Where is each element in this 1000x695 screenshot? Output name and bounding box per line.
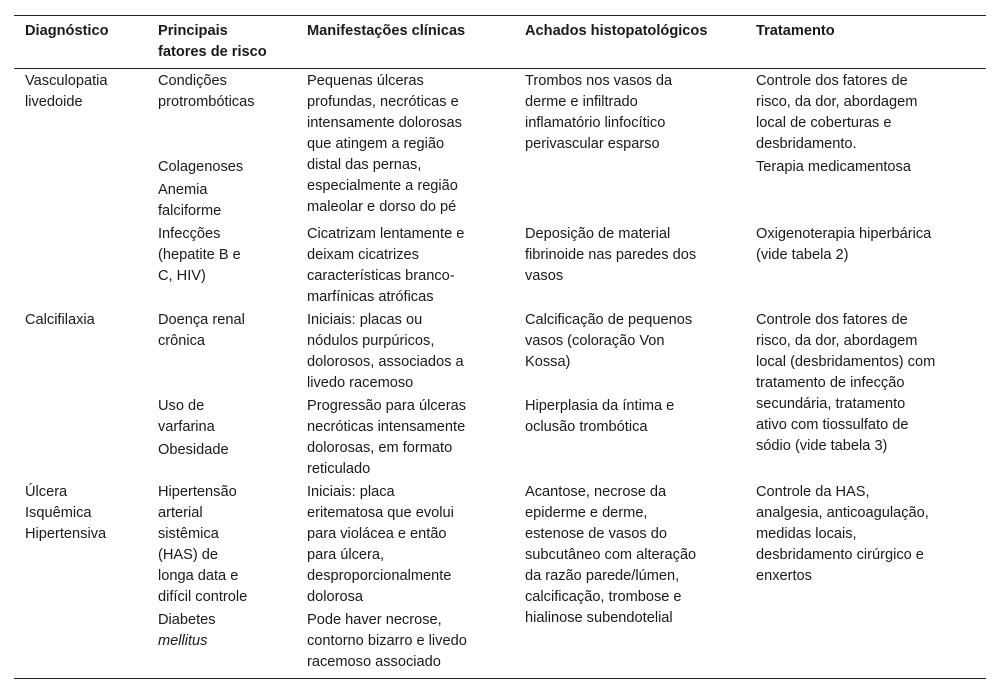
vasc-risk-colagenoses: Colagenoses xyxy=(158,159,244,175)
calc-clinical-2: Progressão para úlceras necróticas intensamente dolorosas, em formato reticulado xyxy=(307,398,466,477)
header-diagnostico: Diagnóstico xyxy=(25,23,109,39)
vasc-histo-1: Trombos nos vasos da derme e infiltrado inflamatório linfocítico perivascular esparso xyxy=(525,73,673,152)
vasc-diagnosis: Vasculopatia livedoide xyxy=(25,73,108,110)
header-bottom-rule xyxy=(14,68,986,69)
ulc-histo: Acantose, necrose da epiderme e derme, estenose de vasos do subcutâneo com alteração da razão parede/lúmen, calcificação, trombose e hialinose subendotelial xyxy=(525,484,697,626)
ulc-risk-has: Hipertensão arterial sistêmica (HAS) de longa data e difícil controle xyxy=(158,484,248,605)
vasc-risk-anemia: Anemia falciforme xyxy=(158,182,222,219)
vasc-treatment-1: Controle dos fatores de risco, da dor, abordagem local de coberturas e desbridamento. xyxy=(756,73,918,152)
vasc-histo-2: Deposição de material fibrinoide nas paredes dos vasos xyxy=(525,226,697,284)
ulc-clinical-2: Pode haver necrose, contorno bizarro e livedo racemoso associado xyxy=(307,612,467,670)
vasc-treatment-2: Terapia medicamentosa xyxy=(756,159,911,175)
calc-diagnosis: Calcifilaxia xyxy=(25,312,95,328)
table-bottom-rule xyxy=(14,678,986,679)
vasc-risk-infeccoes: Infecções (hepatite B e C, HIV) xyxy=(158,226,241,284)
vasc-clinical-1: Pequenas úlceras profundas, necróticas e intensamente dolorosas que atingem a região distal das pernas, especialmente a região maleolar e dorso do pé xyxy=(307,73,462,215)
calc-histo-2: Hiperplasia da íntima e oclusão trombótica xyxy=(525,398,675,435)
calc-clinical-1: Iniciais: placas ou nódulos purpúricos, dolorosos, associados a livedo racemoso xyxy=(307,312,464,391)
ulc-risk-diabetes-word: Diabetes xyxy=(158,612,216,628)
header-achados-histopatologicos: Achados histopatológicos xyxy=(525,23,708,39)
vasc-clinical-2: Cicatrizam lentamente e deixam cicatrizes características branco- marfínicas atróficas xyxy=(307,226,465,305)
calc-histo-1: Calcificação de pequenos vasos (coloração Von Kossa) xyxy=(525,312,693,370)
calc-risk-renal: Doença renal crônica xyxy=(158,312,245,349)
ulc-risk-mellitus-word: mellitus xyxy=(158,633,208,649)
calc-risk-obesidade: Obesidade xyxy=(158,442,229,458)
ulc-clinical-1: Iniciais: placa eritematosa que evolui para violácea e então para úlcera, desproporcionalmente dolorosa xyxy=(307,484,454,605)
header-tratamento: Tratamento xyxy=(756,23,835,39)
ulc-treatment: Controle da HAS, analgesia, anticoagulação, medidas locais, desbridamento cirúrgico e enxertos xyxy=(756,484,929,584)
header-manifestacoes-clinicas: Manifestações clínicas xyxy=(307,23,466,39)
header-fatores-de-risco: Principais fatores de risco xyxy=(158,23,267,60)
table-top-rule xyxy=(14,15,986,16)
ulc-diagnosis: Úlcera Isquêmica Hipertensiva xyxy=(25,484,107,542)
ulc-risk-diabetes xyxy=(158,610,216,652)
calc-risk-varfarina: Uso de varfarina xyxy=(158,398,215,435)
vasc-treatment-3: Oxigenoterapia hiperbárica (vide tabela 2) xyxy=(756,226,932,263)
vasc-risk-protromboticas: Condições protrombóticas xyxy=(158,73,255,110)
calc-treatment: Controle dos fatores de risco, da dor, abordagem local (desbridamentos) com tratamento de infecção secundária, tratamento ativo com tiossulfato de sódio (vide tabela 3) xyxy=(756,312,936,454)
